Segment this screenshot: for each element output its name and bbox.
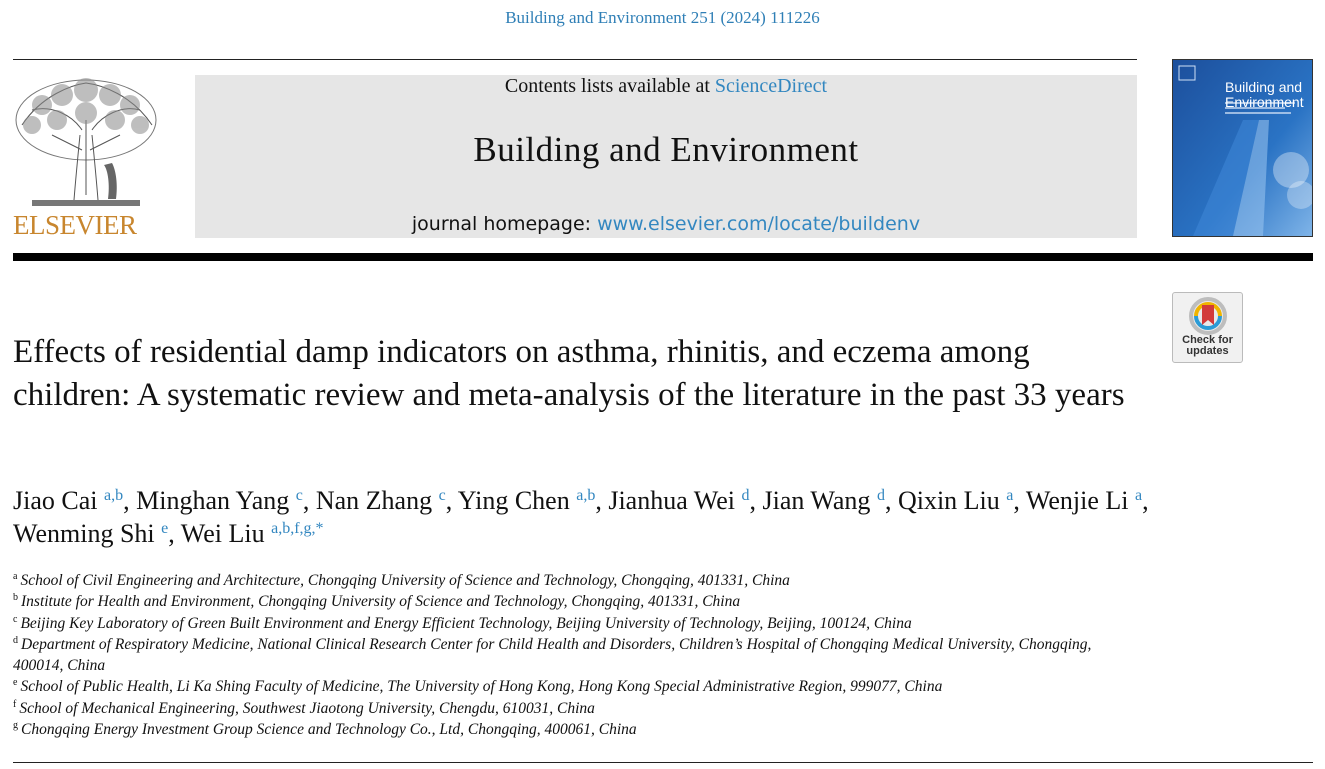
check-for-updates-label	[1173, 335, 1242, 357]
affiliation-text: School of Mechanical Engineering, Southwest Jiaotong University, Chengdu, 610031, China	[19, 699, 595, 717]
author-affil-sup[interactable]: a,b	[576, 487, 596, 504]
author-name: Qixin Liu	[897, 486, 1000, 515]
author-name: Wei Liu	[180, 519, 265, 548]
author[interactable]	[898, 486, 1013, 515]
author[interactable]	[181, 519, 324, 548]
journal-name: Building and Environment	[473, 130, 859, 169]
affiliation-item	[13, 676, 1113, 697]
sciencedirect-link[interactable]: ScienceDirect	[714, 75, 828, 97]
author[interactable]	[13, 486, 123, 515]
affiliation-text: Beijing Key Laboratory of Green Built Environment and Energy Efficient Technology, Beijing University of Technology, Beijing, 100124, China	[20, 614, 912, 632]
author[interactable]	[136, 486, 303, 515]
check-label-line2: updates	[1186, 345, 1229, 357]
journal-citation[interactable]: Building and Environment 251 (2024) 111226	[505, 8, 820, 27]
publisher-name: ELSEVIER	[13, 210, 137, 240]
affiliation-label: g	[13, 720, 18, 732]
author-affil-sup[interactable]: a	[1135, 487, 1143, 504]
author-affil-sup[interactable]: a,b	[104, 487, 124, 504]
tree-icon	[12, 75, 160, 210]
author-name: Ying Chen	[457, 486, 570, 515]
author-affil-sup[interactable]: e	[161, 520, 169, 537]
affiliation-list	[13, 570, 1113, 740]
author-name: Wenming Shi	[13, 519, 155, 548]
affiliation-item	[13, 698, 1113, 719]
affiliation-item	[13, 613, 1113, 634]
homepage-link[interactable]: www.elsevier.com/locate/buildenv	[597, 213, 921, 235]
check-for-updates-icon	[1189, 297, 1227, 335]
author[interactable]	[13, 519, 168, 548]
author[interactable]	[458, 486, 596, 515]
cover-title	[1225, 80, 1311, 110]
author[interactable]	[316, 486, 446, 515]
cover-title-line2: Environment	[1225, 94, 1304, 110]
author-affil-sup[interactable]: c	[438, 487, 446, 504]
author-name: Minghan Yang	[136, 486, 290, 515]
author[interactable]	[608, 486, 749, 515]
affiliation-text: Department of Respiratory Medicine, National Clinical Research Center for Child Health and Disorders, Children’s Hospital of Chongqing Medical University, Chongqing, 400014, China	[13, 635, 1092, 675]
affiliation-item	[13, 719, 1113, 740]
cover-title-line1: Building and	[1225, 79, 1303, 95]
author-name: Jian Wang	[762, 486, 871, 515]
affiliation-item	[13, 570, 1113, 591]
check-for-updates-button[interactable]	[1172, 292, 1243, 363]
affiliation-label: b	[13, 592, 18, 604]
author-name: Wenjie Li	[1025, 486, 1129, 515]
affiliation-text: School of Public Health, Li Ka Shing Faculty of Medicine, The University of Hong Kong, Hong Kong Special Administrative Region, 999077, China	[20, 678, 943, 696]
section-divider	[13, 762, 1313, 763]
homepage-prefix: journal homepage:	[411, 213, 592, 235]
affiliation-label: d	[13, 634, 18, 646]
author-list: Jiao Cai $^{a,b}$, Minghan Yang $^c$, Nan Zhang $^c$, Ying Chen $^{a,b}$, Jianhua Wei $^d$, Jian Wang $^d$, Qixin Liu $^a$, Wenjie Li $^a$, Wenming Shi $^e$, Wei Liu $^{a,b,f,g,*}$	[13, 486, 1149, 548]
affiliation-label: c	[13, 613, 18, 625]
author-affil-sup[interactable]: d	[876, 487, 885, 504]
affiliation-label: f	[13, 698, 17, 710]
author-affil-sup[interactable]: a,b,f,g,*	[271, 520, 324, 537]
header-thick-divider	[13, 253, 1313, 261]
author-affil-sup[interactable]: a	[1006, 487, 1014, 504]
contents-prefix: Contents lists available at	[504, 75, 710, 97]
affiliation-item	[13, 591, 1113, 612]
author[interactable]	[1026, 486, 1142, 515]
header-divider	[13, 59, 1137, 60]
affiliation-text: Chongqing Energy Investment Group Science and Technology Co., Ltd, Chongqing, 400061, China	[21, 721, 637, 739]
journal-cover-image[interactable]	[1172, 59, 1313, 237]
affiliation-text: School of Civil Engineering and Architecture, Chongqing University of Science and Technology, Chongqing, 401331, China	[20, 572, 790, 589]
affiliation-item	[13, 634, 1113, 677]
author[interactable]	[763, 486, 885, 515]
author-name: Nan Zhang	[315, 486, 433, 515]
check-label-line1: Check for	[1182, 334, 1233, 346]
affiliation-label: a	[13, 571, 18, 582]
author-name: Jianhua Wei	[608, 486, 736, 515]
affiliation-text: Institute for Health and Environment, Chongqing University of Science and Technology, Chongqing, 401331, China	[21, 593, 741, 611]
author-affil-sup[interactable]: d	[741, 487, 750, 504]
author-name: Jiao Cai	[13, 486, 98, 515]
homepage-line	[195, 213, 1137, 235]
affiliation-label: e	[13, 677, 18, 689]
journal-banner	[195, 75, 1137, 238]
contents-line	[195, 75, 1137, 98]
author-affil-sup[interactable]: c	[295, 487, 303, 504]
article-title: Effects of residential damp indicators on asthma, rhinitis, and eczema among children: A systematic review and meta-analysis of the literature in the past 33 years	[13, 334, 1125, 413]
